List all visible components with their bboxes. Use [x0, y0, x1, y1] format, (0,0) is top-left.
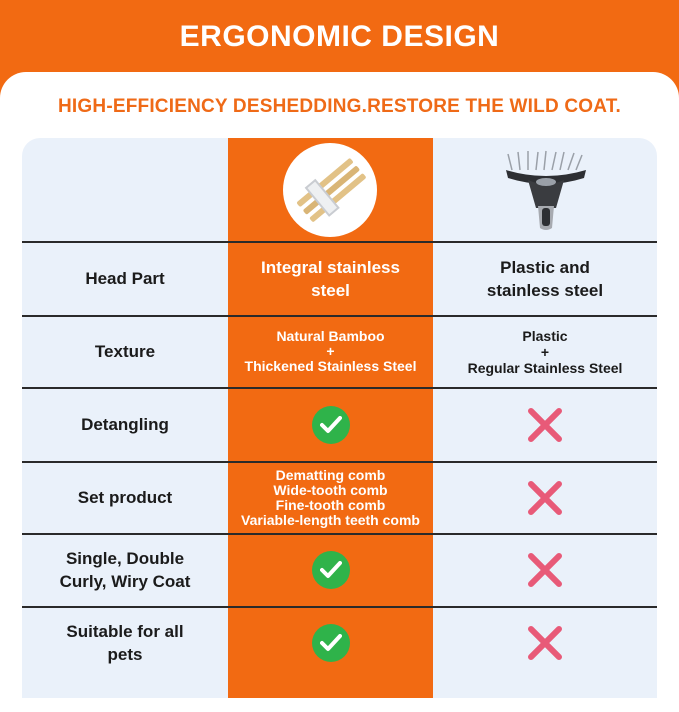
suitable-ours: [228, 607, 433, 679]
bamboo-steel-comb-image: [282, 142, 378, 238]
cross-icon: [525, 478, 565, 518]
coat-type-label-line: Single, Double: [65, 549, 185, 568]
detangling-ours: [228, 388, 433, 461]
row-label-detangling: Detangling: [81, 415, 169, 434]
texture-theirs-line: Regular Stainless Steel: [467, 359, 623, 376]
check-icon: [312, 406, 350, 444]
set-product-theirs: [433, 462, 657, 533]
row-label-texture: Texture: [94, 342, 156, 361]
head-part-ours: [228, 242, 433, 315]
set-product-ours-line: Wide-tooth comb: [273, 481, 388, 498]
set-product-ours-line: Fine-tooth comb: [275, 496, 386, 513]
suitable-theirs: [433, 607, 657, 679]
suitable-label-line: pets: [107, 645, 143, 664]
head-part-theirs-line: stainless steel: [486, 280, 604, 300]
check-icon: [312, 551, 350, 589]
page-title: ERGONOMIC DESIGN: [179, 20, 500, 53]
coat-type-label-line: Curly, Wiry Coat: [59, 572, 191, 591]
texture-theirs: [433, 316, 657, 387]
texture-theirs-line: +: [540, 343, 550, 360]
coat-type-theirs: [433, 534, 657, 606]
head-part-theirs-line: Plastic and: [500, 257, 590, 277]
set-product-ours-line: Variable-length teeth comb: [241, 511, 420, 528]
plastic-rake-image: [498, 148, 594, 234]
texture-ours: [228, 316, 433, 387]
texture-ours-line: Natural Bamboo: [276, 328, 385, 344]
texture-theirs-line: Plastic: [522, 327, 568, 344]
head-part-ours-line: Integral stainless: [261, 257, 400, 277]
head-part-theirs: [433, 242, 657, 315]
suitable-label-line: Suitable for all: [66, 622, 184, 641]
set-product-ours: [228, 462, 433, 533]
texture-ours-line: +: [326, 343, 335, 359]
cross-icon: [525, 405, 565, 445]
cross-icon: [525, 550, 565, 590]
cross-icon: [525, 623, 565, 663]
subtitle: HIGH-EFFICIENCY DESHEDDING.RESTORE THE WILD COAT.: [58, 96, 621, 117]
set-product-ours-line: Dematting comb: [275, 466, 386, 483]
row-label-set-product: Set product: [77, 488, 173, 507]
texture-ours-line: Thickened Stainless Steel: [244, 358, 417, 374]
check-icon: [312, 624, 350, 662]
detangling-theirs: [433, 388, 657, 461]
head-part-ours-line: steel: [311, 280, 350, 300]
row-label-coat-type: [22, 534, 228, 606]
row-label-head-part: Head Part: [85, 269, 165, 288]
coat-type-ours: [228, 534, 433, 606]
row-label-suitable: [22, 607, 228, 679]
